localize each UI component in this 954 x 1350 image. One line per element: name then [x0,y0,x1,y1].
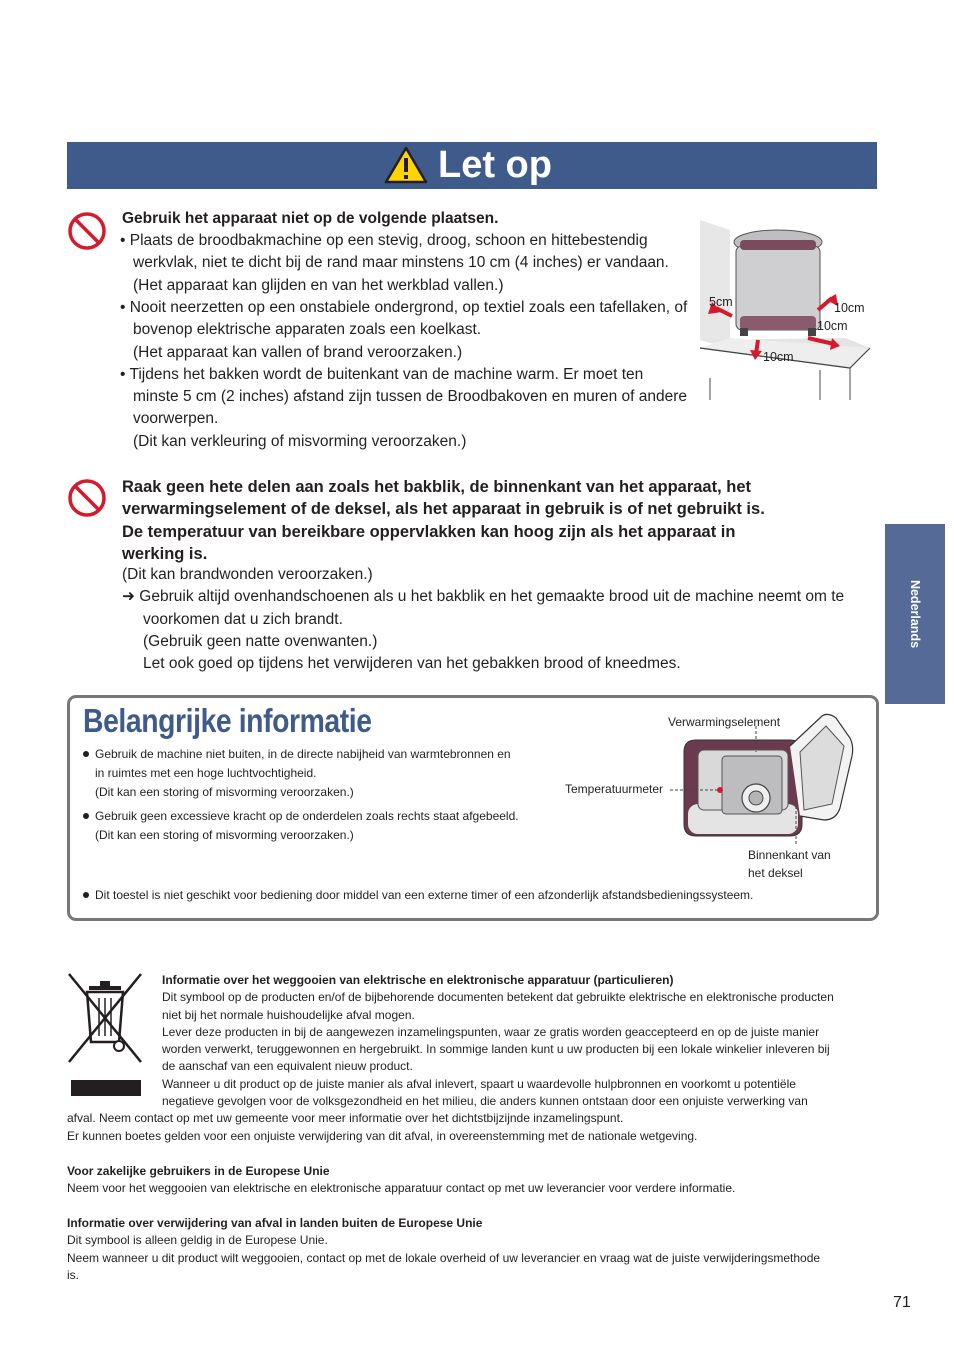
text-line: Lever deze producten in bij de aangewezen inzamelingspunten, waar ze gratis worden geaccepteerd en op de juiste manier [162,1024,820,1039]
text-line: Neem wanneer u dit product wilt weggooien, contact op met de lokale overheid of uw leverancier en vraag wat de juiste verwijderingsmethode [67,1250,821,1265]
info-bullet-2 [95,807,519,845]
text-line: voorkomen dat u zich brandt. [143,610,343,628]
text-line: • Tijdens het bakken wordt de buitenkant van de machine warm. Er moet ten [120,365,644,383]
text-line: (Dit kan een storing of misvorming veroorzaken.) [95,785,354,799]
breadmaker-diagram [670,712,860,852]
text-line: ➜ Gebruik altijd ovenhandschoenen als u het bakblik en het gemaakte brood uit de machine neemt om te [122,588,845,606]
heading-line: Raak geen hete delen aan zoals het bakblik, de binnenkant van het apparaat, het [122,478,752,496]
text-line: (Het apparaat kan vallen of brand veroorzaken.) [133,343,463,361]
text-line: • Plaats de broodbakmachine op een stevig, droog, schoon en hittebestendig [120,232,648,249]
language-tab-label: Nederlands [908,579,922,649]
prohibition-icon [67,478,107,518]
prohibition-icon [67,211,107,251]
text-line: (Dit kan een storing of misvorming veroorzaken.) [95,828,354,842]
text-line: bovenop elektrische apparaten zoals een koelkast. [133,321,482,339]
label-heating-element: Verwarmingselement [668,715,781,729]
weee-heading: Informatie over het weggooien van elektrische en elektronische apparatuur (particulieren) [162,973,674,987]
info-title: Belangrijke informatie [83,702,372,739]
heading-line: De temperatuur van bereikbare oppervlakken kan hoog zijn als het apparaat in [122,522,736,541]
caution-title: Let op [438,144,552,186]
diagram-label: 10cm [817,319,848,333]
outside-eu-heading: Informatie over verwijdering van afval in landen buiten de Europese Unie [67,1216,483,1230]
text-line: Dit symbool is alleen geldig in de Europese Unie. [67,1233,328,1248]
text-line: Let ook goed op tijdens het verwijderen van het gebakken brood of kneedmes. [143,655,681,673]
text-line: is. [67,1267,79,1282]
text-line: niet bij het normale huishoudelijke afval mogen. [162,1007,415,1022]
text-line: Binnenkant van [748,848,831,862]
text-line: (Dit kan brandwonden veroorzaken.) [122,566,373,583]
text-line: (Dit kan verkleuring of misvorming veroorzaken.) [133,432,467,450]
text-line: Wanneer u dit product op de juiste manier als afval inlevert, spaart u waardevolle hulpbronnen en voorkomt u potentiële [162,1076,796,1091]
diagram-label: 10cm [834,301,865,315]
section2-heading [122,476,765,566]
info-bullet-1 [95,745,511,802]
text-line: de aanschaf van een equivalent nieuw product. [162,1059,413,1074]
text-line: minste 5 cm (2 inches) afstand zijn tussen de Broodbakoven en muren of andere [133,388,688,406]
weee-text-continued [67,1110,697,1145]
text-line: Gebruik geen excessieve kracht op de onderdelen zoals rechts staat afgebeeld. [95,809,519,823]
text-line: afval. Neem contact op met uw gemeente voor meer informatie over het dichtstbijzijnde inzamelingspunt. [67,1111,624,1126]
info-bullet-3: Dit toestel is niet geschikt voor bediening door middel van een externe timer of een afzonderlijk afstandsbedieningssysteem. [95,888,754,902]
business-text: Neem voor het weggooien van elektrische en elektronische apparatuur contact op met uw leverancier voor verdere informatie. [67,1181,736,1196]
section1-heading: Gebruik het apparaat niet op de volgende plaatsen. [122,210,499,227]
text-line: in ruimtes met een hoge luchtvochtigheid. [95,766,317,780]
text-line: werkvlak, niet te dicht bij de rand maar minstens 10 cm (4 inches) er vandaan. [133,254,669,272]
outside-eu-text [67,1232,820,1284]
text-line: voorwerpen. [133,410,219,428]
weee-text [162,989,834,1110]
text-line: (Het apparaat kan glijden en van het werkblad vallen.) [133,276,504,294]
bullet-dot [83,751,89,757]
diagram-label: 5cm [709,295,733,309]
text-line: het deksel [748,866,803,880]
page-number: 71 [893,1294,911,1311]
text-line: Dit symbool op de producten en/of de bijbehorende documenten betekent dat gebruikte elektrische en elektronische producten [162,990,834,1005]
business-heading: Voor zakelijke gebruikers in de Europese Unie [67,1164,330,1178]
heading-line: verwarmingselement of de deksel, als het apparaat in gebruik is of net gebruikt is. [122,500,765,519]
text-line: Gebruik de machine niet buiten, in de directe nabijheid van warmtebronnen en [95,747,511,761]
warning-triangle-icon [384,146,428,184]
text-line: negatieve gevolgen voor de volksgezondheid en het milieu, die anders kunnen ontstaan door een onjuiste verwerking van [162,1094,808,1109]
crossed-bin-icon [67,972,143,1098]
text-line: Er kunnen boetes gelden voor een onjuiste verwijdering van dit afval, in overeenstemming met de nationale wetgeving. [67,1128,698,1143]
heading-line: werking is. [122,545,208,564]
text-line: (Gebruik geen natte ovenwanten.) [143,632,378,650]
bullet-dot [83,813,89,819]
label-thermometer: Temperatuurmeter [565,782,664,796]
label-lid-inside [748,846,831,882]
text-line: worden verwerkt, teruggewonnen en hergebruikt. In sommige landen kunt u uw producten bij een lokale winkelier inleveren bij [162,1042,830,1057]
bullet-dot [83,892,89,898]
diagram-label: 10cm [763,350,794,364]
text-line: • Nooit neerzetten op een onstabiele ondergrond, op textiel zoals een tafellaken, of [120,298,688,316]
